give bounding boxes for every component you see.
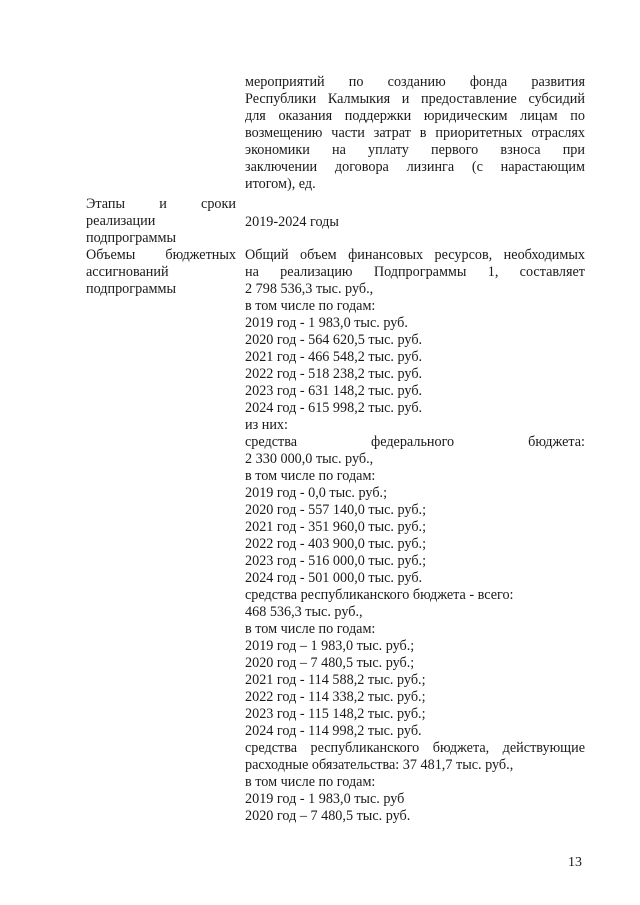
republic-line: 2021 год - 114 588,2 тыс. руб.;: [245, 672, 426, 688]
text-line: для оказания поддержки юридическим лицам по: [245, 108, 585, 124]
text-line: Общий объем финансовых ресурсов, необходимых: [245, 247, 585, 263]
republic-line: 468 536,3 тыс. руб.,: [245, 604, 363, 620]
federal-line: в том числе по годам:: [245, 468, 376, 484]
year-line: 2024 год - 615 998,2 тыс. руб.: [245, 400, 423, 416]
republic-line: 2020 год – 7 480,5 тыс. руб.;: [245, 655, 415, 671]
year-line: 2023 год - 631 148,2 тыс. руб.: [245, 383, 423, 399]
federal-line: 2024 год - 501 000,0 тыс. руб.: [245, 570, 423, 586]
federal-heading: средства федерального бюджета:: [245, 434, 585, 450]
stages-label: [86, 196, 236, 247]
label-line: Объемы бюджетных: [86, 247, 236, 263]
republic-line: средства республиканского бюджета - всего:: [245, 587, 514, 603]
indicator-continuation: [245, 74, 585, 193]
volumes-label: [86, 247, 236, 298]
current-line: расходные обязательства: 37 481,7 тыс. руб.,: [245, 757, 514, 773]
stages-value: [245, 214, 585, 231]
text-line: экономики на уплату первого взноса при: [245, 142, 585, 158]
republic-line: 2023 год - 115 148,2 тыс. руб.;: [245, 706, 426, 722]
federal-line: 2 330 000,0 тыс. руб.,: [245, 451, 374, 467]
federal-line: 2021 год - 351 960,0 тыс. руб.;: [245, 519, 427, 535]
current-line: 2019 год - 1 983,0 тыс. руб: [245, 791, 405, 807]
text-line: мероприятий по созданию фонда развития: [245, 74, 585, 90]
text-line: на реализацию Подпрограммы 1, составляет: [245, 264, 585, 280]
year-line: 2021 год - 466 548,2 тыс. руб.: [245, 349, 423, 365]
republic-line: в том числе по годам:: [245, 621, 376, 637]
label-line: Этапы и сроки: [86, 196, 236, 212]
federal-line: 2019 год - 0,0 тыс. руб.;: [245, 485, 388, 501]
year-line: 2019 год - 1 983,0 тыс. руб.: [245, 315, 408, 331]
stages-years: 2019-2024 годы: [245, 214, 339, 230]
label-line: реализации: [86, 213, 156, 229]
current-line: в том числе по годам:: [245, 774, 376, 790]
federal-line: 2022 год - 403 900,0 тыс. руб.;: [245, 536, 427, 552]
text-line: возмещению части затрат в приоритетных отраслях: [245, 125, 585, 141]
volumes-value: [245, 247, 585, 825]
year-line: в том числе по годам:: [245, 298, 376, 314]
republic-line: 2024 год - 114 998,2 тыс. руб.: [245, 723, 422, 739]
text-line: заключении договора лизинга (с нарастающим: [245, 159, 585, 175]
federal-line: 2020 год - 557 140,0 тыс. руб.;: [245, 502, 427, 518]
text-line: Республики Калмыкия и предоставление субсидий: [245, 91, 585, 107]
year-line: 2020 год - 564 620,5 тыс. руб.: [245, 332, 423, 348]
text-line: итогом), ед.: [245, 176, 316, 192]
total-amount: 2 798 536,3 тыс. руб.,: [245, 281, 374, 297]
label-line: ассигнований: [86, 264, 169, 280]
republic-line: 2022 год - 114 338,2 тыс. руб.;: [245, 689, 426, 705]
republic-line: 2019 год – 1 983,0 тыс. руб.;: [245, 638, 415, 654]
year-line: 2022 год - 518 238,2 тыс. руб.: [245, 366, 423, 382]
label-line: подпрограммы: [86, 230, 176, 246]
current-line: 2020 год – 7 480,5 тыс. руб.: [245, 808, 411, 824]
current-heading: средства республиканского бюджета, действующие: [245, 740, 585, 756]
text-line: из них:: [245, 417, 288, 433]
label-line: подпрограммы: [86, 281, 176, 297]
page-number: 13: [568, 855, 582, 870]
federal-line: 2023 год - 516 000,0 тыс. руб.;: [245, 553, 427, 569]
